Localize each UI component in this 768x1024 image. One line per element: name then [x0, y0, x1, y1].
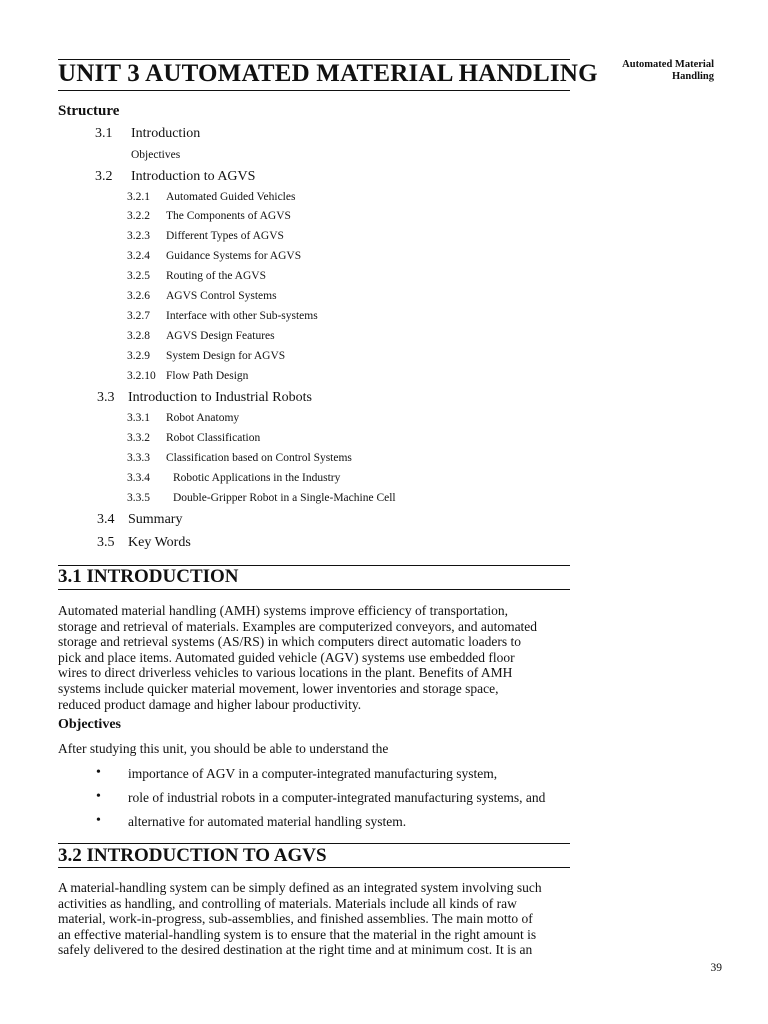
toc-sub-entry: Flow Path Design [166, 370, 249, 382]
toc-sub-entry: Different Types of AGVS [166, 230, 284, 242]
toc-sub-entry: Robot Anatomy [166, 412, 240, 424]
toc-number: 3.3 [97, 390, 115, 405]
toc-entry: Introduction to Industrial Robots [128, 390, 312, 405]
paragraph-line: wires to direct driverless vehicles to various locations in the plant. Benefits of AMH [58, 665, 513, 681]
toc-number: 3.5 [97, 535, 115, 550]
paragraph-line: pick and place items. Automated guided vehicle (AGV) systems use embedded floor [58, 649, 515, 665]
section-rule-bottom [58, 589, 570, 590]
paragraph-line: safely delivered to the desired destination at the right time and at minimum cost. It is an [58, 942, 533, 958]
toc-sub-number: 3.3.2 [127, 432, 150, 444]
objective-item: role of industrial robots in a computer-integrated manufacturing systems, and [128, 790, 546, 805]
running-head-line: Automated Material [622, 59, 714, 70]
toc-sub-entry: Interface with other Sub-systems [166, 310, 318, 322]
toc-sub-number: 3.2.10 [127, 370, 156, 382]
paragraph-line: storage and retrieval systems (AS/RS) in which computers direct automatic loaders to [58, 634, 522, 650]
toc-sub-number: 3.2.6 [127, 290, 150, 302]
title-rule-bottom [58, 90, 570, 91]
toc-sub-number: 3.2.4 [127, 250, 150, 262]
toc-objectives: Objectives [131, 149, 181, 161]
toc-sub-entry: AGVS Design Features [166, 330, 275, 342]
toc-sub-entry: Robotic Applications in the Industry [173, 472, 341, 484]
toc-sub-entry: Routing of the AGVS [166, 270, 266, 282]
toc-entry: Key Words [128, 535, 191, 550]
toc-sub-number: 3.2.9 [127, 350, 150, 362]
paragraph-line: A material-handling system can be simply defined as an integrated system involving such [58, 880, 542, 895]
toc-sub-entry: Classification based on Control Systems [166, 452, 352, 464]
paragraph-line: material, work-in-progress, sub-assemblies, and finished assemblies. The main motto of [58, 911, 533, 927]
paragraph-line: systems include quicker material movement, lower inventories and storage space, [58, 680, 499, 696]
page-number: 39 [710, 962, 722, 974]
toc-entry: Introduction to AGVS [131, 169, 256, 184]
toc-sub-number: 3.2.5 [127, 270, 150, 282]
toc-sub-number: 3.2.1 [127, 191, 150, 203]
running-head [600, 59, 714, 83]
objective-item: alternative for automated material handling system. [128, 814, 407, 829]
toc-sub-entry: System Design for AGVS [166, 350, 286, 362]
paragraph-line: storage and retrieval of materials. Examples are computerized conveyors, and automated [58, 618, 538, 634]
toc-sub-entry: Guidance Systems for AGVS [166, 250, 302, 262]
toc-sub-number: 3.2.2 [127, 210, 150, 222]
title-rule-top [58, 59, 570, 60]
toc-sub-number: 3.2.7 [127, 310, 150, 322]
toc-number: 3.2 [95, 169, 113, 184]
toc-sub-number: 3.2.8 [127, 330, 150, 342]
unit-title: UNIT 3 AUTOMATED MATERIAL HANDLING [58, 60, 598, 87]
paragraph-line: activities as handling, and controlling of materials. Materials include all kinds of raw [58, 895, 517, 911]
bullet-icon: • [96, 789, 101, 804]
section-rule-top [58, 843, 570, 844]
toc-sub-entry: Robot Classification [166, 432, 261, 444]
toc-sub-number: 3.3.4 [127, 472, 150, 484]
toc-sub-entry: Automated Guided Vehicles [166, 191, 296, 203]
toc-sub-number: 3.3.5 [127, 492, 150, 504]
toc-entry: Summary [128, 512, 183, 527]
objectives-heading: Objectives [58, 717, 121, 732]
objective-item: importance of AGV in a computer-integrated manufacturing system, [128, 766, 498, 781]
section-heading: 3.2 INTRODUCTION TO AGVS [58, 845, 327, 866]
bullet-icon: • [96, 765, 101, 780]
toc-sub-entry: AGVS Control Systems [166, 290, 277, 302]
toc-sub-entry: The Components of AGVS [166, 210, 291, 222]
agvs-paragraph [58, 880, 578, 958]
structure-label: Structure [58, 103, 120, 119]
objectives-intro: After studying this unit, you should be able to understand the [58, 741, 389, 756]
toc-sub-number: 3.3.3 [127, 452, 150, 464]
toc-sub-number: 3.2.3 [127, 230, 150, 242]
toc-number: 3.1 [95, 126, 113, 141]
intro-paragraph [58, 603, 578, 712]
paragraph-line: Automated material handling (AMH) systems improve efficiency of transportation, [58, 603, 509, 618]
bullet-icon: • [96, 813, 101, 828]
toc-entry: Introduction [131, 126, 201, 141]
toc-sub-number: 3.3.1 [127, 412, 150, 424]
section-rule-bottom [58, 867, 570, 868]
paragraph-line: an effective material-handling system is to ensure that the material in the right amount is [58, 926, 537, 942]
running-head-line: Handling [671, 71, 714, 82]
section-heading: 3.1 INTRODUCTION [58, 566, 239, 587]
paragraph-line: reduced product damage and higher labour productivity. [58, 696, 362, 712]
toc-sub-entry: Double-Gripper Robot in a Single-Machine Cell [173, 492, 396, 504]
toc-number: 3.4 [97, 512, 115, 527]
